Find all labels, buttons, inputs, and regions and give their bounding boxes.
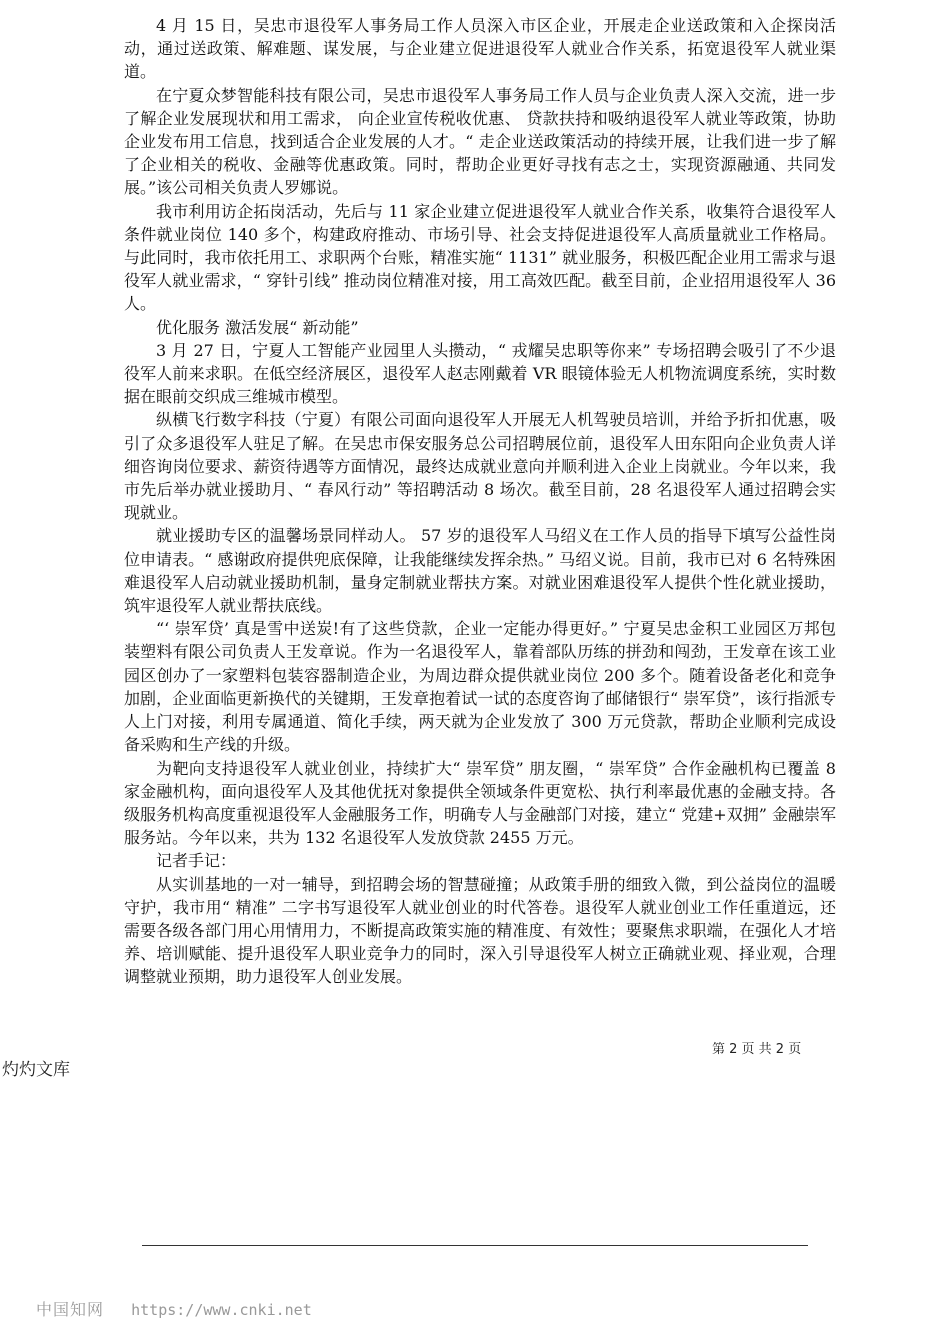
section-heading: 优化服务 激活发展“ 新动能”: [156, 317, 359, 337]
article-paragraph: 就业援助专区的温馨场景同样动人。 57 岁的退役军人马绍义在工作人员的指导下填写公益性岗位申请表。“ 感谢政府提供兜底保障，让我能继续发挥余热。” 马绍义说。目前，我市已对 6 名特殊困难退役军人启动就业援助机制，量身定制就业帮扶方案。对就业困难退役军人提供个性化就业援助，筑牢退役军人就业帮扶底线。: [124, 526, 836, 616]
cnki-footer: [36, 1297, 312, 1320]
article-paragraph: 3 月 27 日，宁夏人工智能产业园里人头攒动，“ 戎耀吴忠职等你来” 专场招聘会吸引了不少退役军人前来求职。在低空经济展区，退役军人赵志刚戴着 VR 眼镜体验无人机物流调度系统，实时数据在眼前交织成三维城市模型。: [124, 340, 836, 407]
page-number: 第 2 页 共 2 页: [712, 1042, 802, 1057]
cnki-name: 中国知网: [36, 1300, 105, 1319]
article-paragraph: 为靶向支持退役军人就业创业，持续扩大“ 崇军贷” 朋友圈，“ 崇军贷” 合作金融机构已覆盖 8 家金融机构，面向退役军人及其他优抚对象提供全领域条件更宽松、执行利率最优惠的金融支持。各级服务机构高度重视退役军人金融服务工作，明确专人与金融部门对接，建立“ 党建+双拥” 金融崇军服务站。今年以来，共为 132 名退役军人发放贷款 2455 万元。: [124, 758, 836, 848]
article-paragraph: 从实训基地的一对一辅导，到招聘会场的智慧碰撞；从政策手册的细致入微，到公益岗位的温暖守护，我市用“ 精准” 二字书写退役军人就业创业的时代答卷。退役军人就业创业工作任重道远，还需要各级各部门用心用情用力，不断提高政策实施的精准度、有效性；要聚焦求职端，在强化人才培养、培训赋能、提升退役军人职业竞争力的同时，深入引导退役军人树立正确就业观、择业观，合理调整就业预期，助力退役军人创业发展。: [124, 874, 836, 987]
article-paragraph: 在宁夏众梦智能科技有限公司，吴忠市退役军人事务局工作人员与企业负责人深入交流，进一步了解企业发展现状和用工需求， 向企业宣传税收优惠、 贷款扶持和吸纳退役军人就业等政策，协助企业发布用工信息，找到适合企业发展的人才。“ 走企业送政策活动的持续开展，让我们进一步了解了企业相关的税收、金融等优惠政策。同时，帮助企业更好寻找有志之士，实现资源融通、共同发展。”该公司相关负责人罗娜说。: [124, 85, 836, 198]
article-body: [124, 14, 836, 989]
article-paragraph: 我市利用访企拓岗活动，先后与 11 家企业建立促进退役军人就业合作关系，收集符合退役军人条件就业岗位 140 多个，构建政府推动、市场引导、社会支持促进退役军人高质量就业工作格局。与此同时，我市依托用工、求职两个台账，精准实施“ 1131” 就业服务，积极匹配企业用工需求与退役军人就业需求，“ 穿针引线” 推动岗位精准对接，用工高效匹配。截至目前，企业招用退役军人 36 人。: [124, 201, 836, 314]
footer-divider: [142, 1245, 808, 1246]
wenku-watermark: 灼灼文库: [2, 1060, 70, 1080]
article-paragraph: “‘ 崇军贷’ 真是雪中送炭!有了这些贷款，企业一定能办得更好。” 宁夏吴忠金积工业园区万邦包装塑料有限公司负责人王发章说。作为一名退役军人，靠着部队历练的拼劲和闯劲，王发章在该工业园区创办了一家塑料包装容器制造企业，为周边群众提供就业岗位 200 多个。随着设备老化和竞争加剧，企业面临更新换代的关键期，王发章抱着试一试的态度咨询了邮储银行“ 崇军贷”，该行指派专人上门对接，利用专属通道、简化手续，两天就为企业发放了 300 万元贷款，帮助企业顺利完成设备采购和生产线的升级。: [124, 619, 836, 755]
article-paragraph: 4 月 15 日，吴忠市退役军人事务局工作人员深入市区企业，开展走企业送政策和入企探岗活动，通过送政策、解难题、谋发展，与企业建立促进退役军人就业合作关系，拓宽退役军人就业渠道。: [124, 16, 836, 82]
article-paragraph: 纵横飞行数字科技（宁夏）有限公司面向退役军人开展无人机驾驶员培训，并给予折扣优惠，吸引了众多退役军人驻足了解。在吴忠市保安服务总公司招聘展位前，退役军人田东阳向企业负责人详细咨询岗位要求、薪资待遇等方面情况，最终达成就业意向并顺利进入企业上岗就业。今年以来，我市先后举办就业援助月、“ 春风行动” 等招聘活动 8 场次。截至目前，28 名退役军人通过招聘会实现就业。: [124, 410, 836, 523]
cnki-url[interactable]: https://www.cnki.net: [131, 1301, 312, 1319]
reporter-notes-heading: 记者手记：: [156, 851, 237, 871]
